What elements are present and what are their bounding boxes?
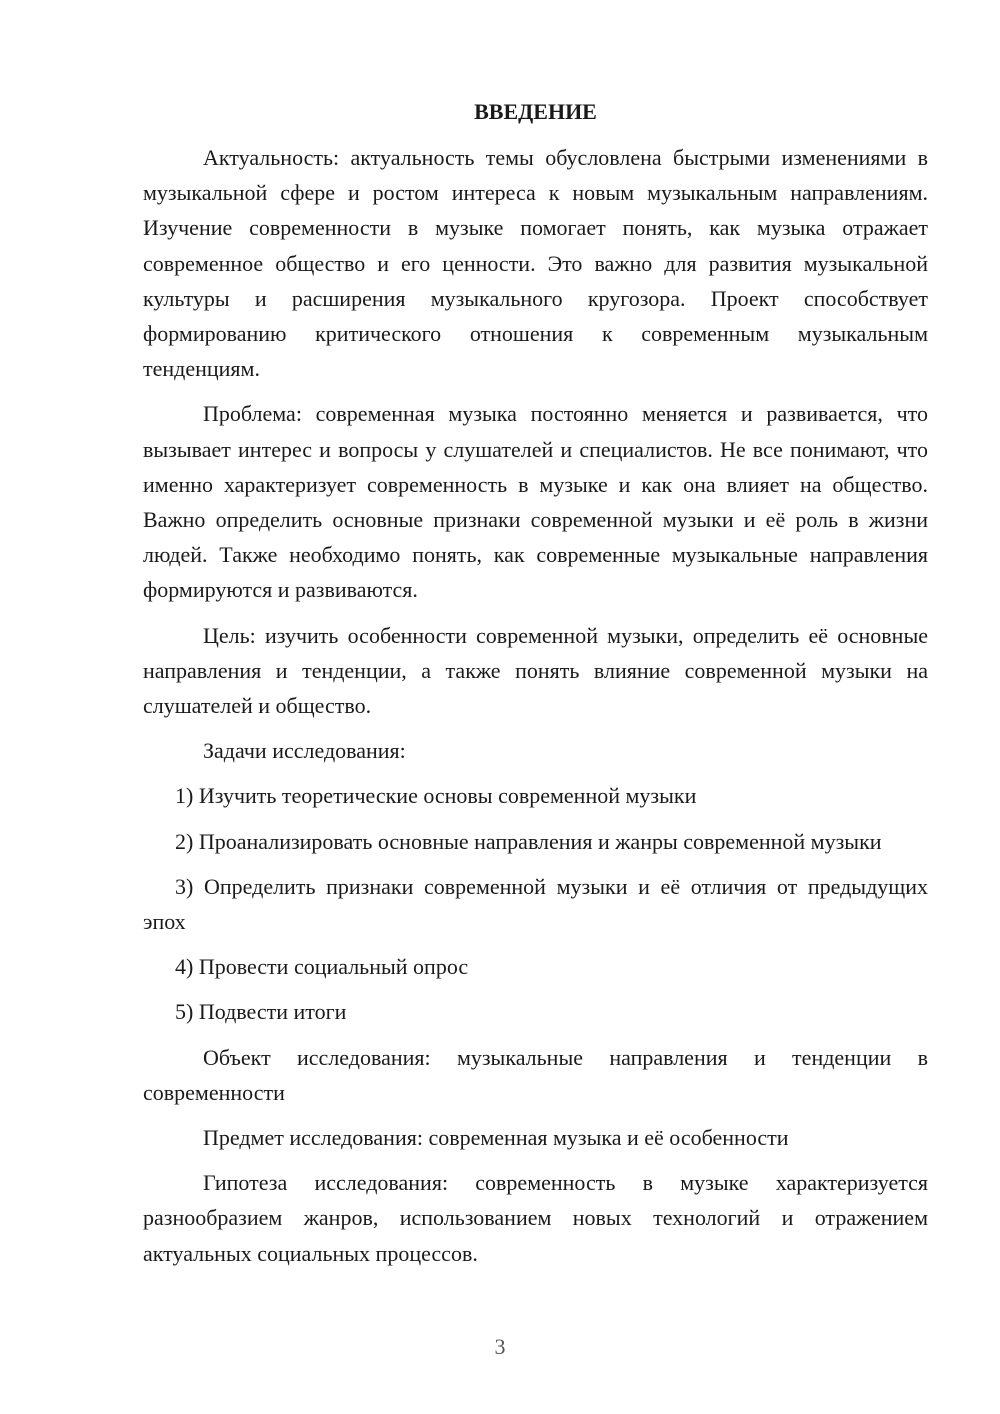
goal-paragraph: Цель: изучить особенности современной музыки, определить её основные направления и тенденции, а также понять влияние современной музыки на слушателей и общество. [143, 622, 928, 719]
task-item-1: 1) Изучить теоретические основы современной музыки [175, 783, 697, 809]
document-title: ВВЕДЕНИЕ [474, 99, 597, 124]
page-number: 3 [494, 1334, 506, 1359]
research-object-paragraph: Объект исследования: музыкальные направления и тенденции в современности [143, 1044, 928, 1105]
document-page [143, 94, 928, 1271]
relevance-paragraph: Актуальность: актуальность темы обусловлена быстрыми изменениями в музыкальной сфере и ростом интереса к новым музыкальным направлениям. Изучение современности в музыке помогает понять, как музыка отражает современное общество и его ценности. Это важно для развития музыкальной культуры и расширения музыкального кругозора. Проект способствует формированию критического отношения к современным музыкальным тенденциям. [143, 145, 928, 382]
research-subject-paragraph: Предмет исследования: современная музыка и её особенности [203, 1125, 789, 1151]
task-item-3: 3) Определить признаки современной музыки и её отличия от предыдущих эпох [143, 873, 928, 935]
tasks-heading: Задачи исследования: [203, 738, 406, 764]
hypothesis-paragraph: Гипотеза исследования: современность в музыке характеризуется разнообразием жанров, использованием новых технологий и отражением актуальных социальных процессов. [143, 1170, 928, 1266]
task-item-5: 5) Подвести итоги [175, 999, 347, 1025]
task-item-4: 4) Провести социальный опрос [175, 954, 469, 980]
problem-paragraph: Проблема: современная музыка постоянно меняется и развивается, что вызывает интерес и вопросы у слушателей и специалистов. Не все понимают, что именно характеризует современность в музыке и как она влияет на общество. Важно определить основные признаки современной музыки и её роль в жизни людей. Также необходимо понять, как современные музыкальные направления формируются и развиваются. [143, 401, 928, 603]
task-item-2: 2) Проанализировать основные направления и жанры современной музыки [175, 828, 882, 854]
